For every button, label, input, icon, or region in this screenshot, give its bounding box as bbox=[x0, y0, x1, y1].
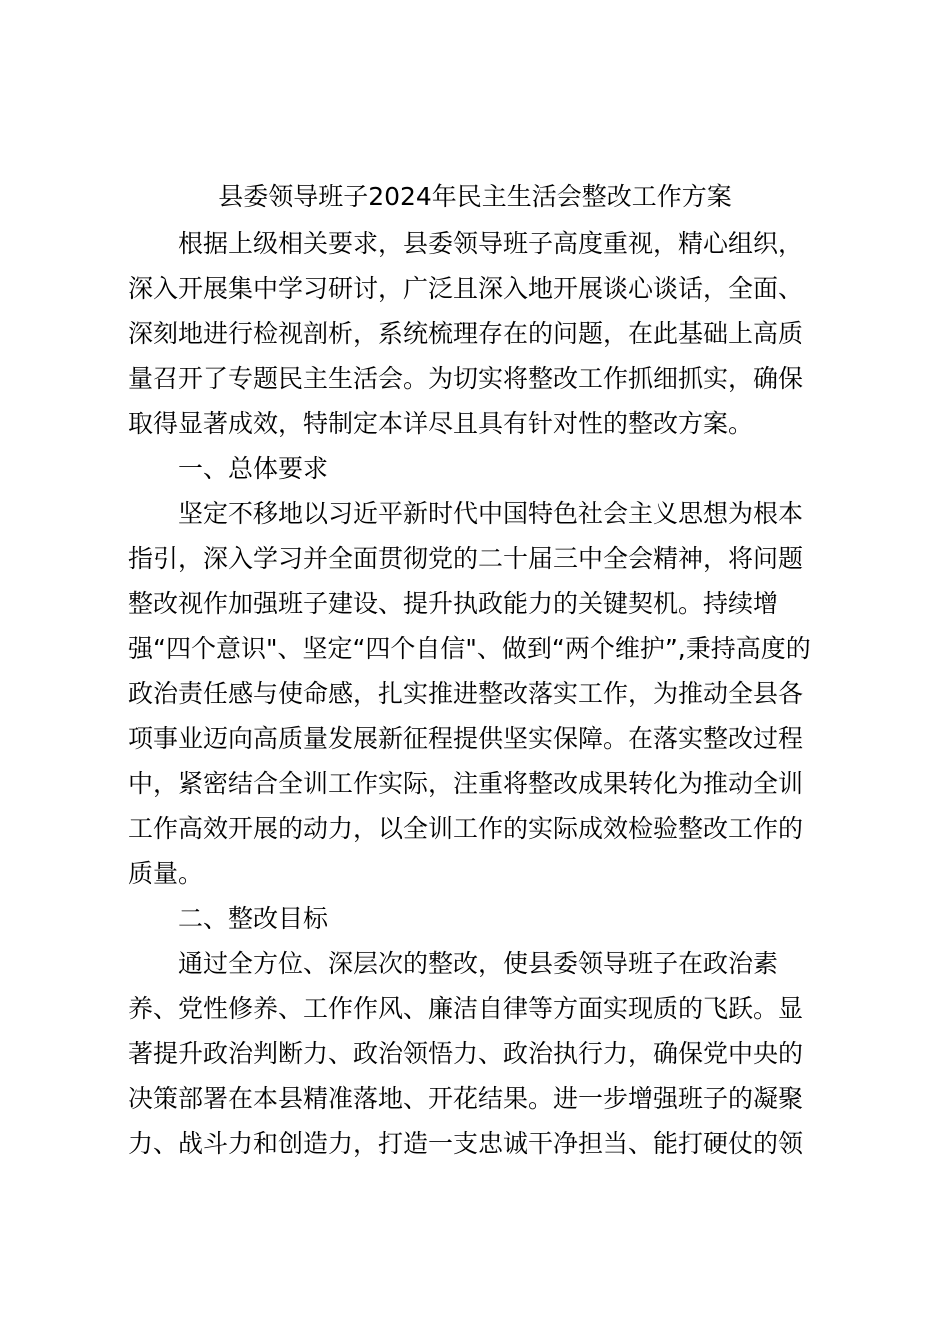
paragraph-line: 坚定不移地以习近平新时代中国特色社会主义思想为根本 bbox=[178, 499, 804, 528]
paragraph-line: 指引，深入学习并全面贯彻党的二十届三中全会精神，将问题 bbox=[128, 544, 804, 573]
paragraph-line: 政治责任感与使命感，扎实推进整改落实工作，为推动全县各 bbox=[128, 679, 804, 708]
paragraph-line: 著提升政治判断力、政治领悟力、政治执行力，确保党中央的 bbox=[128, 1039, 804, 1068]
paragraph-line: 决策部署在本县精准落地、开花结果。进一步增强班子的凝聚 bbox=[128, 1084, 804, 1113]
paragraph-line: 强“四个意识"、坚定“四个自信"、做到“两个维护”,秉持高度的 bbox=[128, 634, 811, 663]
paragraph-line: 养、党性修养、工作作风、廉洁自律等方面实现质的飞跃。显 bbox=[128, 994, 804, 1023]
paragraph-line: 深刻地进行检视剖析，系统梳理存在的问题，在此基础上高质 bbox=[128, 319, 804, 348]
paragraph-line: 中，紧密结合全训工作实际，注重将整改成果转化为推动全训 bbox=[128, 769, 804, 798]
paragraph-line: 力、战斗力和创造力，打造一支忠诚干净担当、能打硬仗的领 bbox=[128, 1129, 804, 1158]
paragraph-line: 项事业迈向高质量发展新征程提供坚实保障。在落实整改过程 bbox=[128, 724, 804, 753]
paragraph-line: 通过全方位、深层次的整改，使县委领导班子在政治素 bbox=[178, 949, 779, 978]
section-heading-rectification-goals: 二、整改目标 bbox=[178, 904, 329, 933]
paragraph-line: 根据上级相关要求，县委领导班子高度重视，精心组织， bbox=[178, 229, 804, 258]
paragraph-line: 深入开展集中学习研讨，广泛且深入地开展谈心谈话，全面、 bbox=[128, 274, 804, 303]
paragraph-line: 取得显著成效，特制定本详尽且具有针对性的整改方案。 bbox=[128, 409, 754, 438]
paragraph-line: 质量。 bbox=[128, 859, 204, 888]
document-title: 县委领导班子2024年民主生活会整改工作方案 bbox=[218, 182, 732, 211]
section-heading-overall-requirements: 一、总体要求 bbox=[178, 454, 329, 483]
paragraph-line: 工作高效开展的动力，以全训工作的实际成效检验整改工作的 bbox=[128, 814, 804, 843]
paragraph-line: 量召开了专题民主生活会。为切实将整改工作抓细抓实，确保 bbox=[128, 364, 804, 393]
paragraph-line: 整改视作加强班子建设、提升执政能力的关键契机。持续增 bbox=[128, 589, 779, 618]
